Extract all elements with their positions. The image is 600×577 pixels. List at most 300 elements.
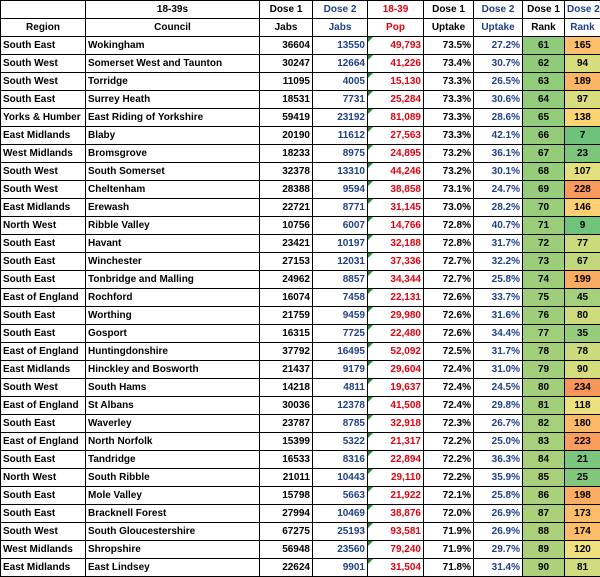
population-cell: 34,344 (368, 271, 424, 289)
dose1-jabs-cell: 36604 (260, 37, 313, 55)
dose1-rank-cell: 62 (523, 55, 565, 73)
dose2-jabs-cell: 7725 (313, 325, 368, 343)
dose2-uptake-cell: 25.8% (474, 487, 523, 505)
council-cell: Waverley (86, 415, 260, 433)
dose2-rank-cell: 107 (565, 163, 600, 181)
council-cell: Wokingham (86, 37, 260, 55)
dose2-uptake-cell: 26.7% (474, 415, 523, 433)
header-row-1 (1, 1, 600, 19)
dose1-jabs-cell: 16074 (260, 289, 313, 307)
table-row (1, 541, 600, 559)
population-cell: 79,240 (368, 541, 424, 559)
council-cell: Huntingdonshire (86, 343, 260, 361)
dose1-jabs-cell: 10756 (260, 217, 313, 235)
dose2-jabs-cell: 8771 (313, 199, 368, 217)
dose2-rank-cell: 120 (565, 541, 600, 559)
dose2-rank-cell: 7 (565, 127, 600, 145)
header-cell: Uptake (424, 19, 474, 37)
dose2-jabs-cell: 9179 (313, 361, 368, 379)
council-cell: Cheltenham (86, 181, 260, 199)
council-cell: Ribble Valley (86, 217, 260, 235)
dose1-uptake-cell: 72.4% (424, 361, 474, 379)
dose2-rank-cell: 21 (565, 451, 600, 469)
dose1-rank-cell: 65 (523, 109, 565, 127)
region-cell: South West (1, 73, 86, 91)
dose1-uptake-cell: 72.8% (424, 217, 474, 235)
dose2-rank-cell: 180 (565, 415, 600, 433)
dose2-uptake-cell: 40.7% (474, 217, 523, 235)
table-row (1, 343, 600, 361)
dose1-uptake-cell: 73.5% (424, 37, 474, 55)
region-cell: South East (1, 325, 86, 343)
dose1-uptake-cell: 72.2% (424, 451, 474, 469)
council-cell: Worthing (86, 307, 260, 325)
table-row (1, 289, 600, 307)
dose2-rank-cell: 25 (565, 469, 600, 487)
table-row (1, 307, 600, 325)
dose2-uptake-cell: 36.3% (474, 451, 523, 469)
council-cell: Bromsgrove (86, 145, 260, 163)
dose1-jabs-cell: 22721 (260, 199, 313, 217)
population-cell: 29,980 (368, 307, 424, 325)
council-cell: Blaby (86, 127, 260, 145)
dose2-rank-cell: 234 (565, 379, 600, 397)
table-row (1, 523, 600, 541)
table-row (1, 235, 600, 253)
dose2-jabs-cell: 7731 (313, 91, 368, 109)
council-cell: St Albans (86, 397, 260, 415)
dose2-rank-cell: 199 (565, 271, 600, 289)
dose1-jabs-cell: 21011 (260, 469, 313, 487)
dose1-rank-cell: 75 (523, 289, 565, 307)
dose1-jabs-cell: 22624 (260, 559, 313, 577)
dose1-jabs-cell: 16533 (260, 451, 313, 469)
dose2-rank-cell: 173 (565, 505, 600, 523)
dose1-uptake-cell: 73.2% (424, 145, 474, 163)
dose1-jabs-cell: 59419 (260, 109, 313, 127)
dose2-uptake-cell: 32.2% (474, 253, 523, 271)
population-cell: 14,766 (368, 217, 424, 235)
dose1-uptake-cell: 72.3% (424, 415, 474, 433)
dose1-uptake-cell: 72.2% (424, 469, 474, 487)
population-cell: 31,504 (368, 559, 424, 577)
dose2-rank-cell: 81 (565, 559, 600, 577)
dose2-jabs-cell: 8975 (313, 145, 368, 163)
dose1-rank-cell: 88 (523, 523, 565, 541)
region-cell: South West (1, 181, 86, 199)
dose2-uptake-cell: 31.4% (474, 559, 523, 577)
header-cell: Rank (565, 19, 600, 37)
header-cell: Jabs (313, 19, 368, 37)
dose2-rank-cell: 23 (565, 145, 600, 163)
table-row (1, 415, 600, 433)
region-cell: South East (1, 415, 86, 433)
table-row (1, 559, 600, 577)
region-cell: South West (1, 163, 86, 181)
population-cell: 24,895 (368, 145, 424, 163)
dose2-jabs-cell: 12378 (313, 397, 368, 415)
header-cell: Dose 2 (565, 1, 600, 19)
dose1-rank-cell: 77 (523, 325, 565, 343)
population-cell: 15,130 (368, 73, 424, 91)
header-cell: 18-39 (368, 1, 424, 19)
region-cell: West Midlands (1, 541, 86, 559)
dose2-rank-cell: 146 (565, 199, 600, 217)
table-row (1, 379, 600, 397)
table-body (1, 1, 600, 577)
table-row (1, 487, 600, 505)
dose2-jabs-cell: 25193 (313, 523, 368, 541)
region-cell: South East (1, 271, 86, 289)
dose1-jabs-cell: 32378 (260, 163, 313, 181)
population-cell: 21,922 (368, 487, 424, 505)
dose2-uptake-cell: 31.6% (474, 307, 523, 325)
region-cell: South East (1, 37, 86, 55)
dose2-uptake-cell: 31.7% (474, 343, 523, 361)
dose1-rank-cell: 66 (523, 127, 565, 145)
dose1-rank-cell: 70 (523, 199, 565, 217)
council-cell: Winchester (86, 253, 260, 271)
table-row (1, 127, 600, 145)
dose1-rank-cell: 87 (523, 505, 565, 523)
dose2-uptake-cell: 26.9% (474, 523, 523, 541)
council-cell: Shropshire (86, 541, 260, 559)
region-cell: South East (1, 451, 86, 469)
council-cell: Torridge (86, 73, 260, 91)
region-cell: East of England (1, 433, 86, 451)
dose1-uptake-cell: 72.4% (424, 379, 474, 397)
dose1-uptake-cell: 72.7% (424, 253, 474, 271)
dose2-rank-cell: 174 (565, 523, 600, 541)
dose2-rank-cell: 67 (565, 253, 600, 271)
dose2-uptake-cell: 25.0% (474, 433, 523, 451)
dose2-jabs-cell: 12664 (313, 55, 368, 73)
population-cell: 81,089 (368, 109, 424, 127)
dose1-jabs-cell: 15399 (260, 433, 313, 451)
header-cell: Region (1, 19, 86, 37)
council-cell: South Ribble (86, 469, 260, 487)
council-cell: Gosport (86, 325, 260, 343)
region-cell: Yorks & Humber (1, 109, 86, 127)
table-row (1, 91, 600, 109)
dose2-rank-cell: 165 (565, 37, 600, 55)
dose2-jabs-cell: 4811 (313, 379, 368, 397)
dose1-uptake-cell: 72.7% (424, 271, 474, 289)
dose1-rank-cell: 82 (523, 415, 565, 433)
header-row-2 (1, 19, 600, 37)
dose1-rank-cell: 69 (523, 181, 565, 199)
table-row (1, 109, 600, 127)
dose1-uptake-cell: 72.6% (424, 289, 474, 307)
table-row (1, 397, 600, 415)
dose1-rank-cell: 78 (523, 343, 565, 361)
header-cell: Dose 1 (424, 1, 474, 19)
region-cell: East Midlands (1, 361, 86, 379)
dose1-uptake-cell: 71.9% (424, 523, 474, 541)
population-cell: 32,918 (368, 415, 424, 433)
dose1-rank-cell: 72 (523, 235, 565, 253)
population-cell: 29,110 (368, 469, 424, 487)
dose2-rank-cell: 77 (565, 235, 600, 253)
dose2-rank-cell: 94 (565, 55, 600, 73)
dose2-uptake-cell: 29.8% (474, 397, 523, 415)
dose1-jabs-cell: 18531 (260, 91, 313, 109)
dose1-jabs-cell: 30036 (260, 397, 313, 415)
dose2-jabs-cell: 8785 (313, 415, 368, 433)
dose2-rank-cell: 198 (565, 487, 600, 505)
dose2-uptake-cell: 28.6% (474, 109, 523, 127)
dose1-uptake-cell: 72.6% (424, 307, 474, 325)
council-cell: Somerset West and Taunton (86, 55, 260, 73)
dose1-jabs-cell: 16315 (260, 325, 313, 343)
table-row (1, 55, 600, 73)
header-cell (1, 1, 86, 19)
region-cell: West Midlands (1, 145, 86, 163)
header-cell: Jabs (260, 19, 313, 37)
dose2-uptake-cell: 24.7% (474, 181, 523, 199)
dose2-rank-cell: 189 (565, 73, 600, 91)
table-row (1, 451, 600, 469)
population-cell: 19,637 (368, 379, 424, 397)
council-cell: East Lindsey (86, 559, 260, 577)
region-cell: South East (1, 505, 86, 523)
dose2-rank-cell: 223 (565, 433, 600, 451)
dose2-uptake-cell: 28.2% (474, 199, 523, 217)
dose1-uptake-cell: 72.6% (424, 325, 474, 343)
table-row (1, 505, 600, 523)
dose2-jabs-cell: 8857 (313, 271, 368, 289)
table-row (1, 469, 600, 487)
header-cell: Dose 2 (313, 1, 368, 19)
dose2-jabs-cell: 9459 (313, 307, 368, 325)
table-row (1, 199, 600, 217)
header-cell: 18-39s (86, 1, 260, 19)
population-cell: 38,876 (368, 505, 424, 523)
dose2-jabs-cell: 7458 (313, 289, 368, 307)
dose1-uptake-cell: 71.8% (424, 559, 474, 577)
dose1-rank-cell: 90 (523, 559, 565, 577)
dose2-uptake-cell: 26.9% (474, 505, 523, 523)
region-cell: South East (1, 253, 86, 271)
population-cell: 22,131 (368, 289, 424, 307)
region-cell: South East (1, 91, 86, 109)
dose2-uptake-cell: 26.5% (474, 73, 523, 91)
table-row (1, 145, 600, 163)
dose1-rank-cell: 73 (523, 253, 565, 271)
region-cell: East of England (1, 289, 86, 307)
dose1-rank-cell: 84 (523, 451, 565, 469)
dose1-rank-cell: 64 (523, 91, 565, 109)
dose1-uptake-cell: 71.9% (424, 541, 474, 559)
population-cell: 93,581 (368, 523, 424, 541)
population-cell: 22,894 (368, 451, 424, 469)
header-cell: Rank (523, 19, 565, 37)
dose2-jabs-cell: 9901 (313, 559, 368, 577)
dose2-rank-cell: 78 (565, 343, 600, 361)
population-cell: 52,092 (368, 343, 424, 361)
population-cell: 49,793 (368, 37, 424, 55)
dose1-uptake-cell: 73.0% (424, 199, 474, 217)
dose1-jabs-cell: 21759 (260, 307, 313, 325)
population-cell: 37,336 (368, 253, 424, 271)
dose2-jabs-cell: 4005 (313, 73, 368, 91)
dose2-rank-cell: 80 (565, 307, 600, 325)
table-row (1, 163, 600, 181)
region-cell: South East (1, 307, 86, 325)
dose1-rank-cell: 86 (523, 487, 565, 505)
council-cell: Surrey Heath (86, 91, 260, 109)
dose2-jabs-cell: 6007 (313, 217, 368, 235)
dose2-jabs-cell: 11612 (313, 127, 368, 145)
region-cell: East Midlands (1, 199, 86, 217)
dose1-rank-cell: 71 (523, 217, 565, 235)
dose2-jabs-cell: 8316 (313, 451, 368, 469)
table-row (1, 217, 600, 235)
dose2-jabs-cell: 10197 (313, 235, 368, 253)
dose2-jabs-cell: 9594 (313, 181, 368, 199)
region-cell: East Midlands (1, 559, 86, 577)
dose1-rank-cell: 74 (523, 271, 565, 289)
region-cell: South West (1, 523, 86, 541)
table-row (1, 271, 600, 289)
table-row (1, 73, 600, 91)
council-cell: Mole Valley (86, 487, 260, 505)
council-cell: Tonbridge and Malling (86, 271, 260, 289)
dose2-jabs-cell: 10469 (313, 505, 368, 523)
dose2-jabs-cell: 16495 (313, 343, 368, 361)
dose1-rank-cell: 83 (523, 433, 565, 451)
dose1-uptake-cell: 72.5% (424, 343, 474, 361)
dose1-uptake-cell: 73.3% (424, 109, 474, 127)
dose2-jabs-cell: 13550 (313, 37, 368, 55)
table-row (1, 433, 600, 451)
population-cell: 29,604 (368, 361, 424, 379)
dose2-uptake-cell: 36.1% (474, 145, 523, 163)
dose2-jabs-cell: 5322 (313, 433, 368, 451)
header-cell: Council (86, 19, 260, 37)
population-cell: 21,317 (368, 433, 424, 451)
dose1-jabs-cell: 14218 (260, 379, 313, 397)
dose1-rank-cell: 79 (523, 361, 565, 379)
header-cell: Uptake (474, 19, 523, 37)
council-cell: East Riding of Yorkshire (86, 109, 260, 127)
dose1-jabs-cell: 23787 (260, 415, 313, 433)
dose2-rank-cell: 45 (565, 289, 600, 307)
council-cell: Hinckley and Bosworth (86, 361, 260, 379)
dose2-rank-cell: 9 (565, 217, 600, 235)
dose1-jabs-cell: 37792 (260, 343, 313, 361)
dose1-jabs-cell: 11095 (260, 73, 313, 91)
population-cell: 31,145 (368, 199, 424, 217)
dose2-jabs-cell: 23192 (313, 109, 368, 127)
dose2-jabs-cell: 23560 (313, 541, 368, 559)
dose2-uptake-cell: 24.5% (474, 379, 523, 397)
dose1-rank-cell: 81 (523, 397, 565, 415)
region-cell: South West (1, 55, 86, 73)
dose1-jabs-cell: 56948 (260, 541, 313, 559)
dose2-uptake-cell: 30.6% (474, 91, 523, 109)
dose1-jabs-cell: 23421 (260, 235, 313, 253)
dose1-jabs-cell: 67275 (260, 523, 313, 541)
dose1-jabs-cell: 24962 (260, 271, 313, 289)
council-cell: North Norfolk (86, 433, 260, 451)
header-cell: Dose 1 (260, 1, 313, 19)
header-cell: Dose 1 (523, 1, 565, 19)
dose2-rank-cell: 35 (565, 325, 600, 343)
table-row (1, 37, 600, 55)
table-row (1, 325, 600, 343)
dose1-jabs-cell: 30247 (260, 55, 313, 73)
council-cell: Rochford (86, 289, 260, 307)
population-cell: 44,246 (368, 163, 424, 181)
dose1-jabs-cell: 20190 (260, 127, 313, 145)
dose2-jabs-cell: 12031 (313, 253, 368, 271)
dose1-uptake-cell: 73.1% (424, 181, 474, 199)
dose1-rank-cell: 67 (523, 145, 565, 163)
dose1-uptake-cell: 73.3% (424, 73, 474, 91)
dose2-jabs-cell: 10443 (313, 469, 368, 487)
population-cell: 41,226 (368, 55, 424, 73)
dose1-rank-cell: 85 (523, 469, 565, 487)
council-cell: Havant (86, 235, 260, 253)
population-cell: 38,858 (368, 181, 424, 199)
population-cell: 25,284 (368, 91, 424, 109)
dose1-jabs-cell: 15798 (260, 487, 313, 505)
dose1-uptake-cell: 73.2% (424, 163, 474, 181)
dose1-rank-cell: 76 (523, 307, 565, 325)
dose1-uptake-cell: 72.1% (424, 487, 474, 505)
dose1-rank-cell: 61 (523, 37, 565, 55)
council-cell: Erewash (86, 199, 260, 217)
dose1-jabs-cell: 27994 (260, 505, 313, 523)
dose1-uptake-cell: 73.3% (424, 127, 474, 145)
header-cell: Pop (368, 19, 424, 37)
dose1-rank-cell: 80 (523, 379, 565, 397)
dose1-uptake-cell: 72.2% (424, 433, 474, 451)
dose1-rank-cell: 89 (523, 541, 565, 559)
region-cell: South East (1, 235, 86, 253)
council-cell: South Gloucestershire (86, 523, 260, 541)
dose2-uptake-cell: 30.7% (474, 55, 523, 73)
dose2-rank-cell: 138 (565, 109, 600, 127)
council-cell: Tandridge (86, 451, 260, 469)
dose2-uptake-cell: 27.2% (474, 37, 523, 55)
dose1-jabs-cell: 27153 (260, 253, 313, 271)
dose2-uptake-cell: 34.4% (474, 325, 523, 343)
header-cell: Dose 2 (474, 1, 523, 19)
table-row (1, 181, 600, 199)
council-cell: Bracknell Forest (86, 505, 260, 523)
dose2-uptake-cell: 42.1% (474, 127, 523, 145)
dose1-uptake-cell: 72.0% (424, 505, 474, 523)
population-cell: 22,480 (368, 325, 424, 343)
region-cell: South East (1, 487, 86, 505)
dose1-jabs-cell: 28388 (260, 181, 313, 199)
dose2-uptake-cell: 31.0% (474, 361, 523, 379)
dose2-rank-cell: 118 (565, 397, 600, 415)
population-cell: 41,508 (368, 397, 424, 415)
council-cell: South Somerset (86, 163, 260, 181)
table-row (1, 361, 600, 379)
population-cell: 32,188 (368, 235, 424, 253)
dose2-uptake-cell: 35.9% (474, 469, 523, 487)
dose1-rank-cell: 68 (523, 163, 565, 181)
region-cell: North West (1, 217, 86, 235)
region-cell: North West (1, 469, 86, 487)
dose2-jabs-cell: 5663 (313, 487, 368, 505)
population-cell: 27,563 (368, 127, 424, 145)
dose1-uptake-cell: 72.4% (424, 397, 474, 415)
